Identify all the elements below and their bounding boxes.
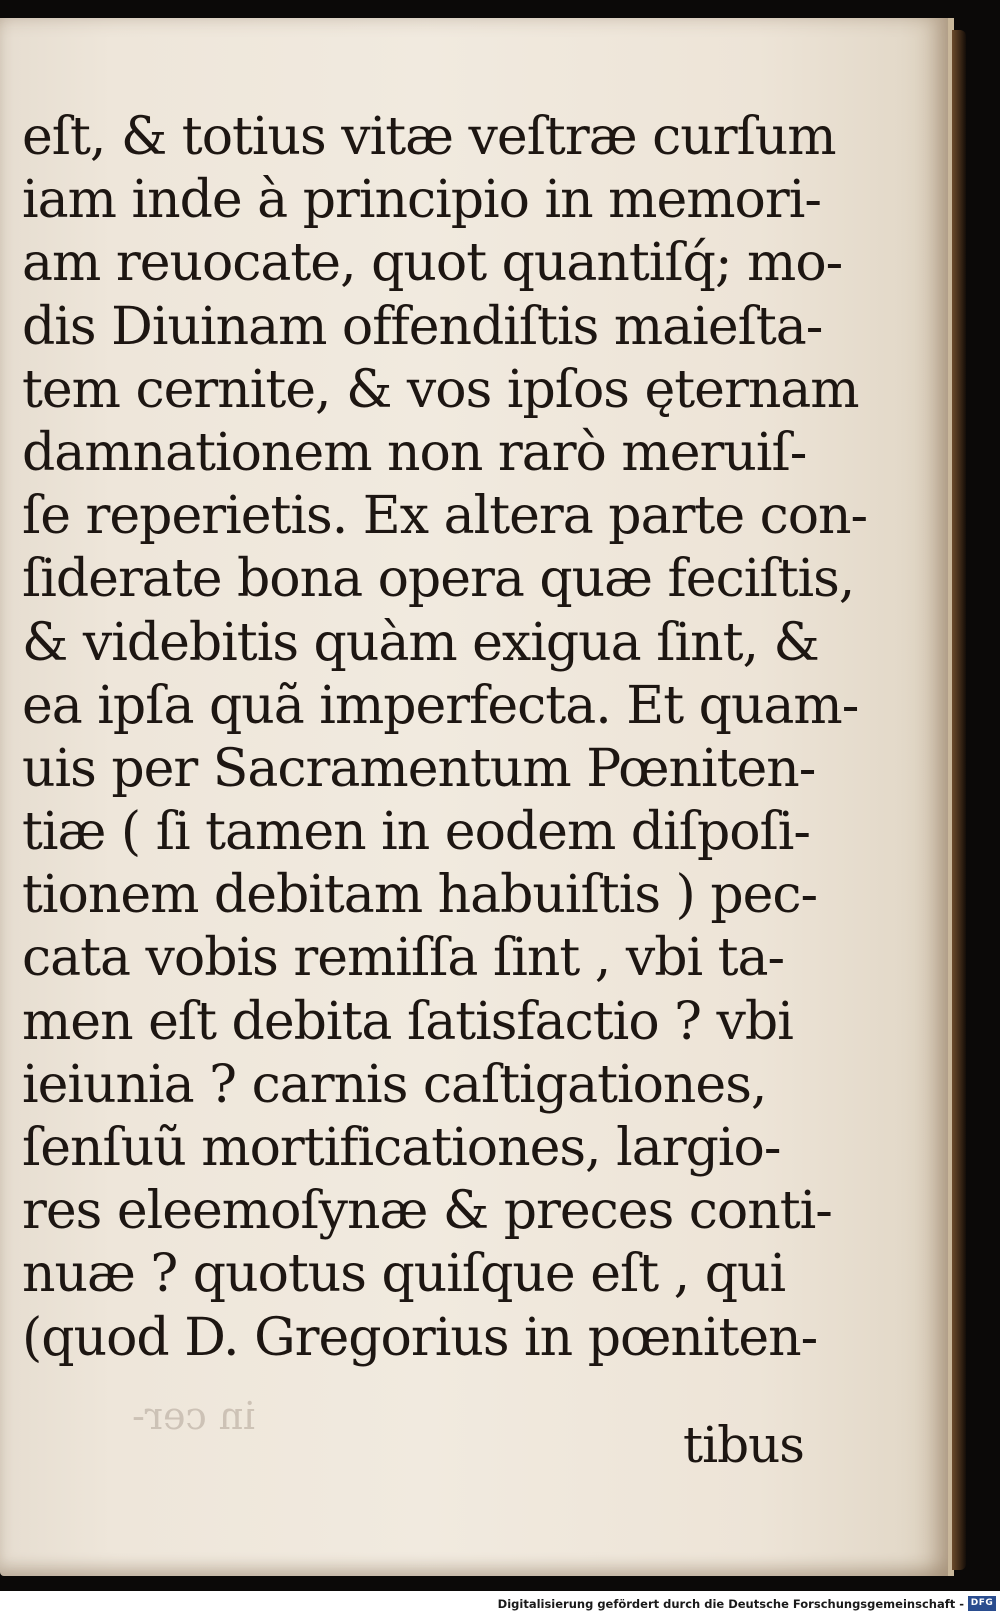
- text-line: damnationem non rarò meruiſ-: [22, 422, 807, 483]
- book-edge: [952, 30, 966, 1570]
- dfg-logo-icon: DFG: [968, 1596, 996, 1611]
- text-line: dis Diuinam offendiſtis maieſta-: [22, 296, 823, 357]
- catchword: tibus: [683, 1416, 804, 1474]
- footer-bar: [0, 1591, 1000, 1615]
- text-line: iam inde à principio in memori-: [22, 170, 821, 231]
- text-line: (quod D. Gregorius in pœniten-: [22, 1307, 818, 1368]
- page-text: [22, 106, 868, 1370]
- text-line: cata vobis remiſſa ſint , vbi ta-: [22, 928, 785, 989]
- text-line: ea ipſa quã imperfecta. Et quam-: [22, 675, 859, 736]
- text-line: ieiunia ? carnis caſtigationes,: [22, 1054, 767, 1115]
- book-page: [0, 18, 954, 1576]
- text-line: ſenſuũ mortificationes, largio-: [22, 1118, 781, 1178]
- text-line: ſe reperietis. Ex altera parte con-: [22, 486, 868, 547]
- text-line: & videbitis quàm exigua ſint, &: [22, 612, 819, 673]
- text-line: res eleemoſynæ & preces conti-: [22, 1181, 832, 1242]
- text-line: uis per Sacramentum Pœniten-: [22, 738, 816, 799]
- text-line: tem cernite, & vos ipſos ęternam: [22, 359, 859, 420]
- text-line: ſiderate bona opera quæ feciſtis,: [22, 549, 855, 610]
- bleed-through-text: in cer-: [132, 1394, 256, 1438]
- text-line: tionem debitam habuiſtis ) pec-: [22, 865, 818, 926]
- text-line: tiæ ( ſi tamen in eodem diſpoſi-: [22, 802, 810, 863]
- text-line: nuæ ? quotus quiſque eſt , qui: [22, 1244, 786, 1305]
- text-line: am reuocate, quot quantiſq́; mo-: [22, 233, 843, 294]
- text-line: men eſt debita ſatisfactio ? vbi: [22, 991, 793, 1052]
- text-line: eſt, & totius vitæ veſtræ curſum: [22, 107, 836, 167]
- funding-credit: Digitalisierung gefördert durch die Deutsche Forschungsgemeinschaft -: [497, 1597, 964, 1611]
